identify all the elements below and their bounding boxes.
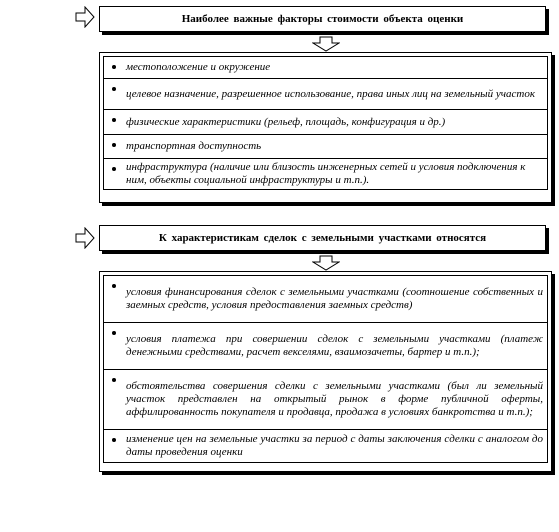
list-item: местоположение и окружение [103,56,548,79]
list-item: изменение цен на земельные участки за период с даты заключения сделки с аналогом до даты проведения оценки [103,429,548,463]
right-arrow-icon [75,227,95,249]
section2-header-text: К характеристикам сделок с земельными участками относятся [158,232,487,244]
section1-header [99,6,546,32]
section2-characteristics-list [103,275,548,463]
right-arrow-icon [75,6,95,28]
bullet-icon [112,65,116,69]
bullet-icon [112,167,116,171]
list-item: транспортная доступность [103,134,548,159]
section2-header [99,225,546,251]
bullet-icon [112,284,116,288]
section2-characteristics-panel [99,271,552,472]
bullet-icon [112,118,116,122]
section1-factor-list [103,56,548,190]
list-item: физические характеристики (рельеф, площадь, конфигурация и др.) [103,109,548,135]
list-item: условия платежа при совершении сделок с земельными участками (платеж денежными средствами, расчет векселями, взаимозачеты, бартер и т.п.); [103,322,548,370]
section1-factors-panel [99,52,552,203]
list-item: целевое назначение, разрешенное использование, права иных лиц на земельный участок [103,78,548,110]
bullet-icon [112,331,116,335]
section1-header-text: Наиболее важные факторы стоимости объекта оценки [181,13,464,25]
bullet-icon [112,87,116,91]
down-arrow-icon [312,36,340,52]
list-item: обстоятельства совершения сделки с земельными участками (был ли земельный участок представлен на открытый рынок в форме публичной оферты, аффилированность покупателя и продавца, продажа в условиях банкротства и т.п.); [103,369,548,430]
bullet-icon [112,378,116,382]
bullet-icon [112,438,116,442]
bullet-icon [112,143,116,147]
list-item: инфраструктура (наличие или близость инженерных сетей и условия подключения к ним, объекты социальной инфраструктуры и т.п.). [103,158,548,190]
down-arrow-icon [312,255,340,271]
list-item: условия финансирования сделок с земельными участками (соотношение собственных и заемных средств, условия предоставления заемных средств) [103,275,548,323]
